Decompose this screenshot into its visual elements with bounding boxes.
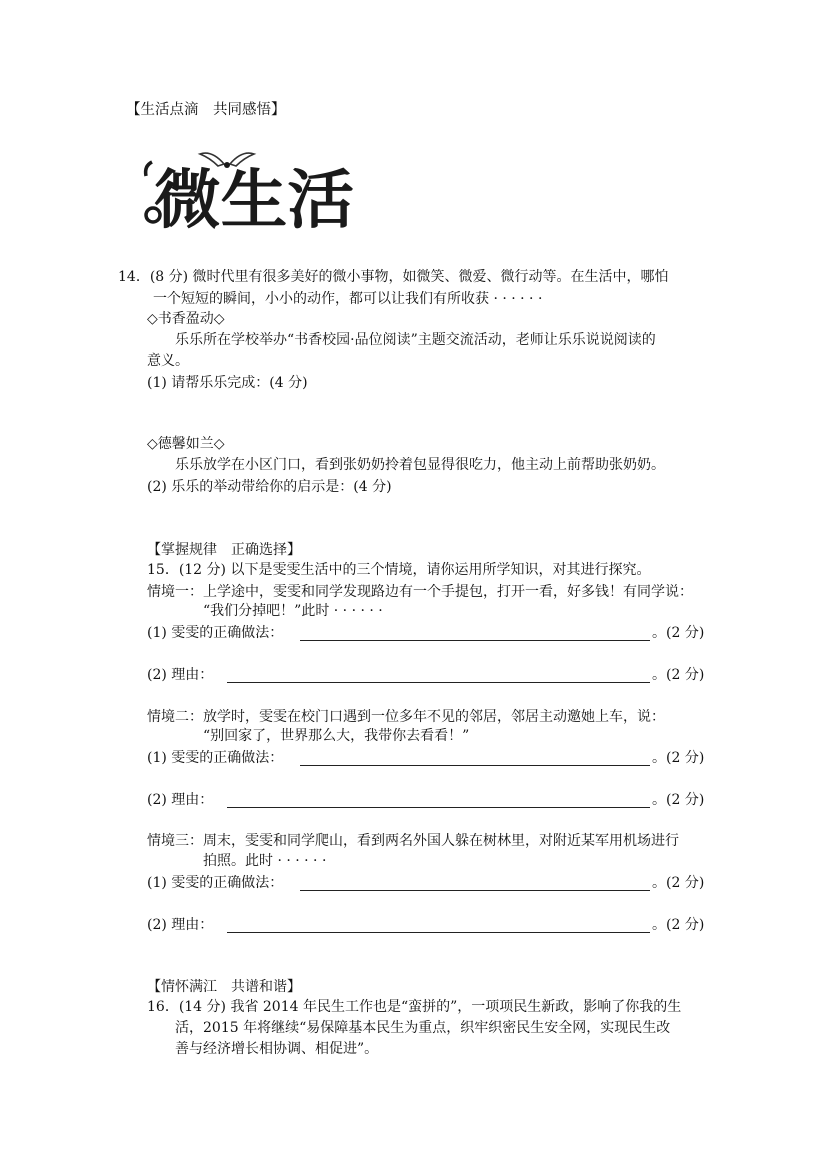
q15-s1-line2: “我们分掉吧！”此时 · · · · · · — [203, 603, 383, 619]
q15-s2-practice-blank[interactable] — [300, 765, 650, 766]
logo-graphic — [140, 148, 358, 232]
logo-text: 微生活 — [154, 164, 354, 232]
q15-s3-practice-label: (1) 雯雯的正确做法： — [147, 875, 284, 891]
q16-line3: 善与经济增长相协调、相促进”。 — [175, 1041, 379, 1057]
q15-s1-reason-label: (2) 理由： — [147, 667, 214, 683]
section-header-harmony: 【情怀满江 共谱和谐】 — [147, 979, 301, 995]
q15-s3-line1: 情境三：周末，雯雯和同学爬山，看到两名外国人躲在树林里，对附近某军用机场进行 — [147, 833, 679, 849]
q14-sub1-text1: 乐乐所在学校举办“书香校园·品位阅读”主题交流活动，老师让乐乐说说阅读的 — [175, 332, 656, 348]
q15-s2-line1: 情境二：放学时，雯雯在校门口遇到一位多年不见的邻居，邻居主动邀她上车，说： — [147, 709, 665, 725]
q16-line2: 活，2015 年将继续“易保障基本民生为重点，织牢织密民生安全网，实现民生改 — [175, 1020, 671, 1036]
q15-s3-reason-score: 。(2 分) — [652, 917, 705, 933]
q15-s3-practice-blank[interactable] — [300, 890, 650, 891]
q15-s1-reason-blank[interactable] — [227, 682, 650, 683]
q15-s2-reason-label: (2) 理由： — [147, 792, 214, 808]
q15-s2-line2: “别回家了，世界那么大，我带你去看看！” — [203, 728, 470, 744]
section-header-life: 【生活点滴 共同感悟】 — [126, 102, 286, 118]
q14-sub1-title: ◇书香盈动◇ — [147, 311, 225, 327]
q15-s1-reason-score: 。(2 分) — [652, 667, 705, 683]
q15-s3-reason-label: (2) 理由： — [147, 917, 214, 933]
q15-s1-practice-blank[interactable] — [300, 640, 650, 641]
q15-s2-practice-label: (1) 雯雯的正确做法： — [147, 750, 284, 766]
q15-s1-practice-score: 。(2 分) — [652, 625, 705, 641]
q14-sub1-text2: 意义。 — [147, 353, 189, 369]
logo-stroke-icon — [146, 162, 152, 176]
q15-s2-reason-blank[interactable] — [227, 807, 650, 808]
q15-s3-line2: 拍照。此时 · · · · · · — [203, 853, 327, 869]
q14-sub2-title: ◇德馨如兰◇ — [147, 436, 225, 452]
q15-s1-line1: 情境一：上学途中，雯雯和同学发现路边有一个手提包，打开一看，好多钱！有同学说： — [147, 584, 693, 600]
q15-s3-reason-blank[interactable] — [227, 932, 650, 933]
q14-line1: 14．(8 分) 微时代里有很多美好的微小事物，如微笑、微爱、微行动等。在生活中，哪怕 — [118, 269, 669, 285]
q14-sub1-question: (1) 请帮乐乐完成：(4 分) — [147, 375, 308, 391]
q14-sub2-question: (2) 乐乐的举动带给你的启示是：(4 分) — [147, 479, 392, 495]
q15-s1-practice-label: (1) 雯雯的正确做法： — [147, 625, 284, 641]
q15-intro: 15．(12 分) 以下是雯雯生活中的三个情境，请你运用所学知识，对其进行探究。 — [147, 562, 651, 578]
q14-sub2-text: 乐乐放学在小区门口，看到张奶奶拎着包显得很吃力，他主动上前帮助张奶奶。 — [175, 457, 665, 473]
q15-s3-practice-score: 。(2 分) — [652, 875, 705, 891]
weishenghuo-logo — [140, 148, 358, 232]
q15-s2-reason-score: 。(2 分) — [652, 792, 705, 808]
section-header-rules: 【掌握规律 正确选择】 — [147, 542, 301, 558]
q16-line1: 16．(14 分) 我省 2014 年民生工作也是“蛮拼的”，一项项民生新政，影响了你我的生 — [147, 999, 682, 1015]
q15-s2-practice-score: 。(2 分) — [652, 750, 705, 766]
q14-line2: 一个短短的瞬间，小小的动作，都可以让我们有所收获 · · · · · · — [153, 291, 543, 307]
